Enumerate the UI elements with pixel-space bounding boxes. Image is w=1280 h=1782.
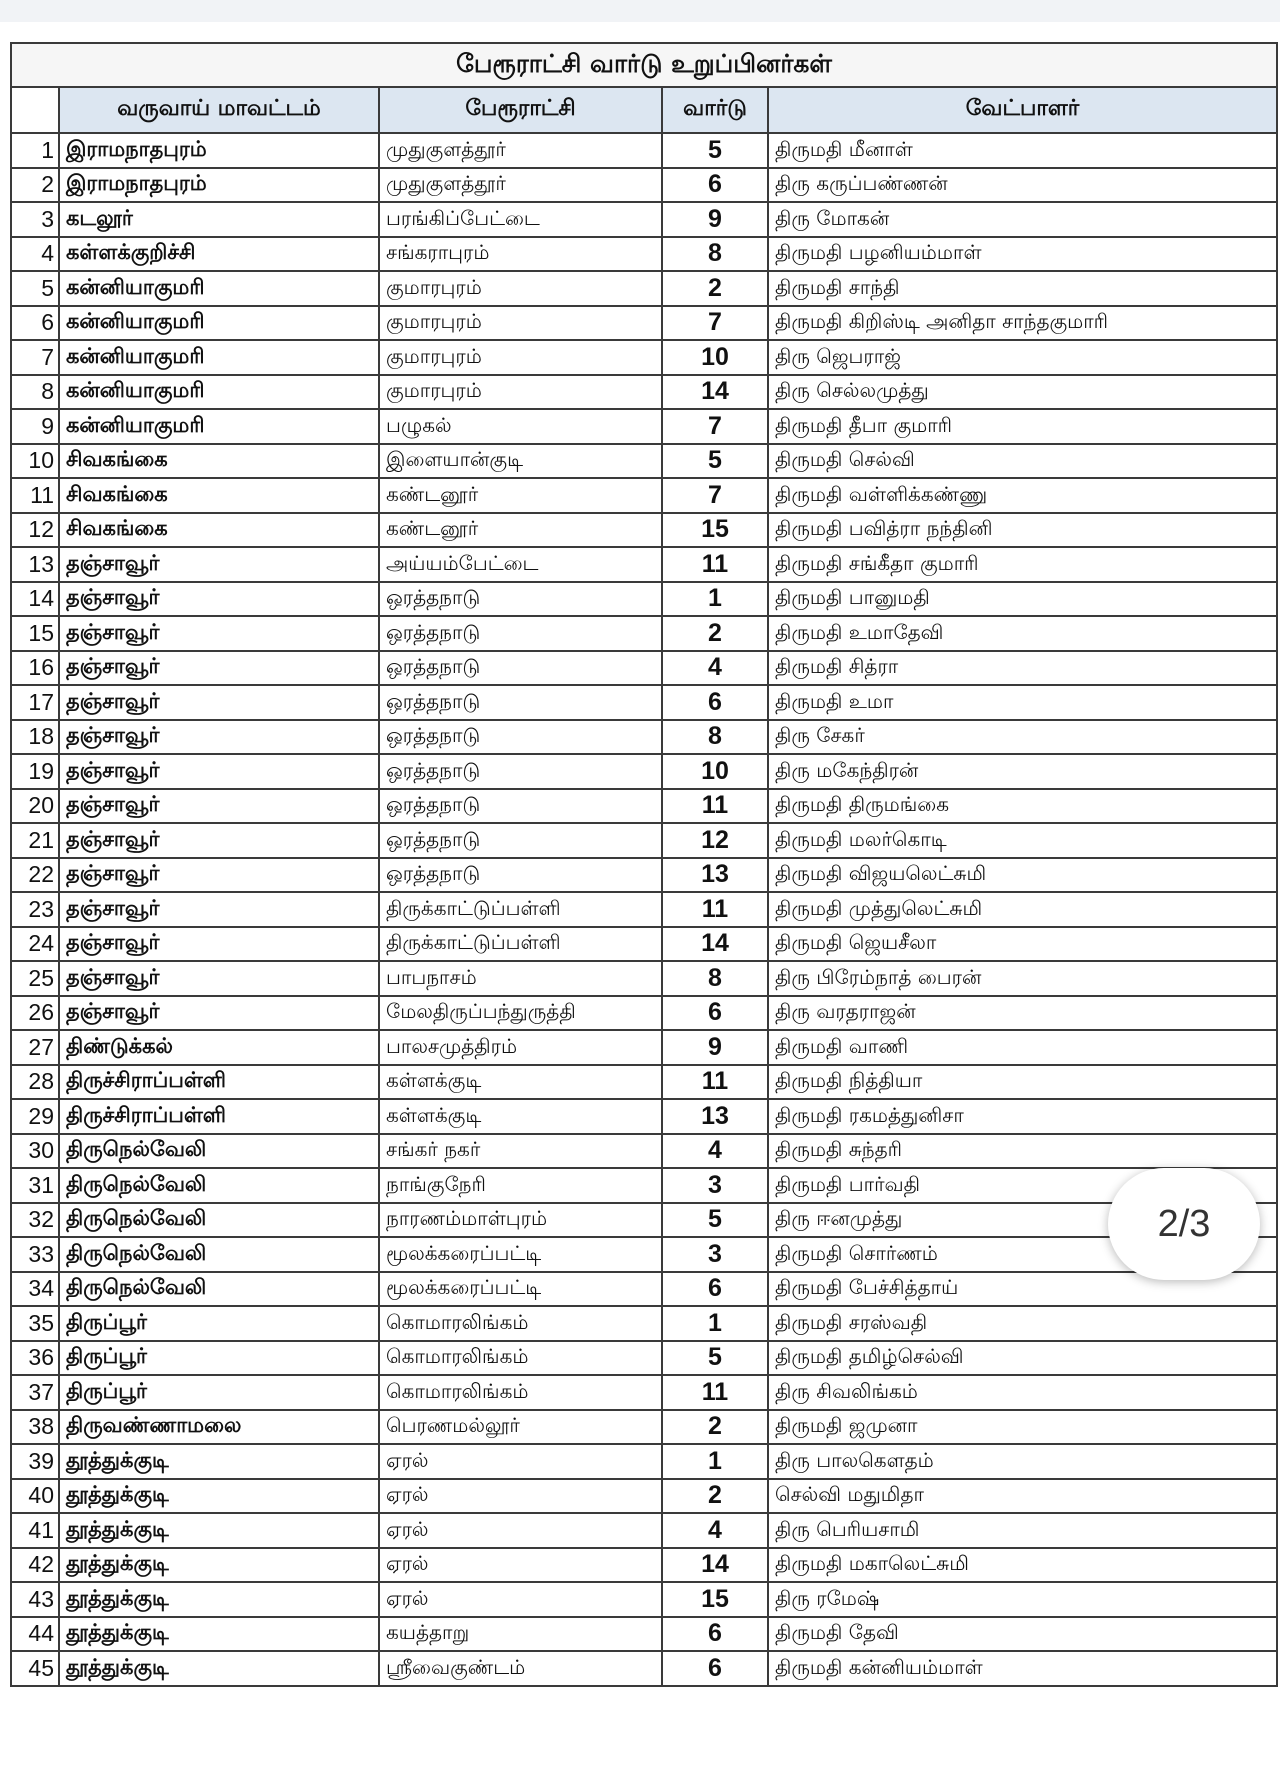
row-town-panchayat: ஒரத்தநாடு (379, 651, 662, 686)
row-district: தூத்துக்குடி (59, 1444, 379, 1479)
row-ward: 7 (662, 478, 768, 513)
row-ward: 8 (662, 720, 768, 755)
table-row (11, 202, 1277, 237)
row-ward: 14 (662, 1548, 768, 1583)
table-row (11, 1651, 1277, 1686)
table-row (11, 1548, 1277, 1583)
row-town-panchayat: நாங்குநேரி (379, 1168, 662, 1203)
row-district: கன்னியாகுமரி (59, 409, 379, 444)
table-row (11, 1237, 1277, 1272)
row-sno: 14 (11, 582, 59, 617)
row-candidate: திருமதி ஜெயசீலா (768, 927, 1277, 962)
row-district: திருநெல்வேலி (59, 1203, 379, 1238)
row-town-panchayat: கள்ளக்குடி (379, 1065, 662, 1100)
row-district: திருச்சிராப்பள்ளி (59, 1099, 379, 1134)
row-ward: 13 (662, 858, 768, 893)
row-candidate: திருமதி உமா (768, 685, 1277, 720)
row-sno: 10 (11, 444, 59, 479)
row-town-panchayat: ஏரல் (379, 1582, 662, 1617)
header-town-panchayat: பேரூராட்சி (379, 87, 662, 133)
row-sno: 12 (11, 513, 59, 548)
row-district: தூத்துக்குடி (59, 1582, 379, 1617)
row-candidate: திரு மோகன் (768, 202, 1277, 237)
table-row (11, 409, 1277, 444)
header-candidate: வேட்பாளர் (768, 87, 1277, 133)
row-ward: 11 (662, 547, 768, 582)
row-candidate: திருமதி வாணி (768, 1030, 1277, 1065)
row-sno: 45 (11, 1651, 59, 1686)
row-town-panchayat: பாபநாசம் (379, 961, 662, 996)
row-sno: 42 (11, 1548, 59, 1583)
row-sno: 15 (11, 616, 59, 651)
row-district: தூத்துக்குடி (59, 1513, 379, 1548)
row-ward: 2 (662, 616, 768, 651)
row-district: தஞ்சாவூர் (59, 858, 379, 893)
row-candidate: திரு ரமேஷ் (768, 1582, 1277, 1617)
row-candidate: திருமதி கிறிஸ்டி அனிதா சாந்தகுமாரி (768, 306, 1277, 341)
row-sno: 8 (11, 375, 59, 410)
row-ward: 15 (662, 513, 768, 548)
table-row (11, 651, 1277, 686)
table-row (11, 1444, 1277, 1479)
row-ward: 2 (662, 271, 768, 306)
row-sno: 24 (11, 927, 59, 962)
table-row (11, 1099, 1277, 1134)
table-row (11, 927, 1277, 962)
row-district: திண்டுக்கல் (59, 1030, 379, 1065)
row-ward: 15 (662, 1582, 768, 1617)
row-ward: 6 (662, 1272, 768, 1307)
row-sno: 30 (11, 1134, 59, 1169)
row-candidate: திரு சிவலிங்கம் (768, 1375, 1277, 1410)
row-candidate: திருமதி சுந்தரி (768, 1134, 1277, 1169)
row-sno: 44 (11, 1617, 59, 1652)
ward-members-table (10, 42, 1278, 1687)
row-district: கடலூர் (59, 202, 379, 237)
row-candidate: திருமதி திருமங்கை (768, 789, 1277, 824)
row-ward: 1 (662, 1444, 768, 1479)
row-district: தூத்துக்குடி (59, 1651, 379, 1686)
row-district: திருப்பூர் (59, 1375, 379, 1410)
row-ward: 14 (662, 375, 768, 410)
row-candidate: திரு மகேந்திரன் (768, 754, 1277, 789)
table-row (11, 133, 1277, 168)
table-row (11, 1203, 1277, 1238)
row-town-panchayat: கண்டனூர் (379, 478, 662, 513)
row-town-panchayat: மூலக்கரைப்பட்டி (379, 1237, 662, 1272)
row-district: திருச்சிராப்பள்ளி (59, 1065, 379, 1100)
row-candidate: திருமதி தீபா குமாரி (768, 409, 1277, 444)
table-row (11, 1030, 1277, 1065)
row-sno: 4 (11, 237, 59, 272)
row-ward: 4 (662, 1513, 768, 1548)
table-row (11, 444, 1277, 479)
table-row (11, 858, 1277, 893)
row-sno: 33 (11, 1237, 59, 1272)
row-sno: 20 (11, 789, 59, 824)
row-candidate: திரு பிரேம்நாத் பைரன் (768, 961, 1277, 996)
row-ward: 9 (662, 202, 768, 237)
table-row (11, 616, 1277, 651)
row-ward: 3 (662, 1237, 768, 1272)
table-row (11, 1065, 1277, 1100)
row-town-panchayat: ஸ்ரீவைகுண்டம் (379, 1651, 662, 1686)
table-row (11, 1513, 1277, 1548)
row-sno: 31 (11, 1168, 59, 1203)
table-row (11, 271, 1277, 306)
table-row (11, 1582, 1277, 1617)
row-sno: 25 (11, 961, 59, 996)
row-candidate: திரு செல்லமுத்து (768, 375, 1277, 410)
row-candidate: திருமதி சொர்ணம் (768, 1237, 1277, 1272)
row-sno: 9 (11, 409, 59, 444)
table-row (11, 340, 1277, 375)
row-sno: 6 (11, 306, 59, 341)
row-town-panchayat: பரங்கிப்பேட்டை (379, 202, 662, 237)
row-district: திருநெல்வேலி (59, 1237, 379, 1272)
row-ward: 6 (662, 168, 768, 203)
row-district: கன்னியாகுமரி (59, 375, 379, 410)
row-ward: 5 (662, 133, 768, 168)
row-candidate: திருமதி பார்வதி (768, 1168, 1277, 1203)
table-row (11, 892, 1277, 927)
row-town-panchayat: குமாரபுரம் (379, 340, 662, 375)
row-candidate: திருமதி பவித்ரா நந்தினி (768, 513, 1277, 548)
row-ward: 2 (662, 1410, 768, 1445)
row-ward: 11 (662, 789, 768, 824)
header-row (11, 87, 1277, 133)
row-sno: 38 (11, 1410, 59, 1445)
row-district: தஞ்சாவூர் (59, 616, 379, 651)
row-candidate: திரு ஜெபராஜ் (768, 340, 1277, 375)
row-town-panchayat: ஏரல் (379, 1444, 662, 1479)
row-sno: 36 (11, 1341, 59, 1376)
row-district: கன்னியாகுமரி (59, 340, 379, 375)
row-ward: 1 (662, 1306, 768, 1341)
row-district: கன்னியாகுமரி (59, 306, 379, 341)
top-strip (0, 0, 1280, 22)
row-district: தஞ்சாவூர் (59, 547, 379, 582)
row-district: தஞ்சாவூர் (59, 996, 379, 1031)
row-town-panchayat: ஒரத்தநாடு (379, 858, 662, 893)
table-row (11, 1375, 1277, 1410)
table-row (11, 1479, 1277, 1514)
row-town-panchayat: குமாரபுரம் (379, 375, 662, 410)
table-row (11, 478, 1277, 513)
row-town-panchayat: ஒரத்தநாடு (379, 754, 662, 789)
table-row (11, 168, 1277, 203)
row-ward: 13 (662, 1099, 768, 1134)
table-body (11, 133, 1277, 1686)
row-candidate: திருமதி சரஸ்வதி (768, 1306, 1277, 1341)
row-candidate: திருமதி மீனாள் (768, 133, 1277, 168)
row-sno: 26 (11, 996, 59, 1031)
row-candidate: திருமதி தமிழ்செல்வி (768, 1341, 1277, 1376)
row-ward: 14 (662, 927, 768, 962)
row-town-panchayat: ஒரத்தநாடு (379, 789, 662, 824)
row-town-panchayat: ஏரல் (379, 1513, 662, 1548)
row-town-panchayat: கண்டனூர் (379, 513, 662, 548)
row-ward: 12 (662, 823, 768, 858)
table-row (11, 582, 1277, 617)
row-town-panchayat: முதுகுளத்தூர் (379, 168, 662, 203)
row-sno: 18 (11, 720, 59, 755)
row-ward: 4 (662, 1134, 768, 1169)
row-ward: 8 (662, 961, 768, 996)
row-sno: 1 (11, 133, 59, 168)
row-candidate: திருமதி சாந்தி (768, 271, 1277, 306)
row-town-panchayat: திருக்காட்டுப்பள்ளி (379, 927, 662, 962)
row-town-panchayat: திருக்காட்டுப்பள்ளி (379, 892, 662, 927)
table-row (11, 375, 1277, 410)
row-town-panchayat: கள்ளக்குடி (379, 1099, 662, 1134)
row-town-panchayat: அய்யம்பேட்டை (379, 547, 662, 582)
row-sno: 41 (11, 1513, 59, 1548)
row-sno: 43 (11, 1582, 59, 1617)
table-row (11, 513, 1277, 548)
row-candidate: திரு பாலகௌதம் (768, 1444, 1277, 1479)
row-sno: 23 (11, 892, 59, 927)
table-row (11, 1617, 1277, 1652)
row-town-panchayat: இளையான்குடி (379, 444, 662, 479)
row-sno: 7 (11, 340, 59, 375)
row-district: திருநெல்வேலி (59, 1272, 379, 1307)
row-town-panchayat: ஏரல் (379, 1548, 662, 1583)
row-ward: 6 (662, 1617, 768, 1652)
row-ward: 10 (662, 340, 768, 375)
row-candidate: திருமதி நித்தியா (768, 1065, 1277, 1100)
table-row (11, 685, 1277, 720)
row-district: சிவகங்கை (59, 478, 379, 513)
table-row (11, 547, 1277, 582)
row-candidate: செல்வி மதுமிதா (768, 1479, 1277, 1514)
row-ward: 6 (662, 996, 768, 1031)
row-district: தூத்துக்குடி (59, 1479, 379, 1514)
row-district: திருப்பூர் (59, 1341, 379, 1376)
row-town-panchayat: நாரணம்மாள்புரம் (379, 1203, 662, 1238)
row-town-panchayat: முதுகுளத்தூர் (379, 133, 662, 168)
row-candidate: திரு கருப்பண்ணன் (768, 168, 1277, 203)
row-sno: 40 (11, 1479, 59, 1514)
table-row (11, 1168, 1277, 1203)
row-district: இராமநாதபுரம் (59, 168, 379, 203)
row-ward: 1 (662, 582, 768, 617)
row-district: திருநெல்வேலி (59, 1134, 379, 1169)
row-district: தஞ்சாவூர் (59, 651, 379, 686)
row-ward: 5 (662, 444, 768, 479)
row-candidate: திருமதி சித்ரா (768, 651, 1277, 686)
row-sno: 11 (11, 478, 59, 513)
row-candidate: திரு பெரியசாமி (768, 1513, 1277, 1548)
table-row (11, 961, 1277, 996)
row-sno: 39 (11, 1444, 59, 1479)
row-sno: 28 (11, 1065, 59, 1100)
row-town-panchayat: பழுகல் (379, 409, 662, 444)
row-candidate: திருமதி முத்துலெட்சுமி (768, 892, 1277, 927)
row-ward: 8 (662, 237, 768, 272)
row-town-panchayat: சங்கர் நகர் (379, 1134, 662, 1169)
row-sno: 34 (11, 1272, 59, 1307)
row-ward: 5 (662, 1341, 768, 1376)
table-row (11, 720, 1277, 755)
row-ward: 11 (662, 1065, 768, 1100)
row-town-panchayat: ஒரத்தநாடு (379, 720, 662, 755)
row-district: திருநெல்வேலி (59, 1168, 379, 1203)
row-ward: 3 (662, 1168, 768, 1203)
row-sno: 17 (11, 685, 59, 720)
row-town-panchayat: ஏரல் (379, 1479, 662, 1514)
row-candidate: திருமதி பானுமதி (768, 582, 1277, 617)
row-ward: 10 (662, 754, 768, 789)
table-row (11, 823, 1277, 858)
row-district: தஞ்சாவூர் (59, 789, 379, 824)
row-candidate: திருமதி ஜமுனா (768, 1410, 1277, 1445)
row-sno: 21 (11, 823, 59, 858)
row-ward: 11 (662, 1375, 768, 1410)
row-candidate: திரு வரதராஜன் (768, 996, 1277, 1031)
row-district: தஞ்சாவூர் (59, 823, 379, 858)
row-district: தூத்துக்குடி (59, 1617, 379, 1652)
row-candidate: திருமதி கன்னியம்மாள் (768, 1651, 1277, 1686)
row-district: திருவண்ணாமலை (59, 1410, 379, 1445)
row-sno: 37 (11, 1375, 59, 1410)
row-district: இராமநாதபுரம் (59, 133, 379, 168)
row-candidate: திருமதி செல்வி (768, 444, 1277, 479)
table-row (11, 1272, 1277, 1307)
row-sno: 29 (11, 1099, 59, 1134)
row-district: சிவகங்கை (59, 444, 379, 479)
row-candidate: திருமதி மகாலெட்சுமி (768, 1548, 1277, 1583)
row-town-panchayat: கொமாரலிங்கம் (379, 1341, 662, 1376)
header-sno (11, 87, 59, 133)
row-district: தூத்துக்குடி (59, 1548, 379, 1583)
row-candidate: திருமதி மலர்கொடி (768, 823, 1277, 858)
table-row (11, 1341, 1277, 1376)
row-district: தஞ்சாவூர் (59, 961, 379, 996)
page-indicator: 2/3 (1108, 1168, 1260, 1280)
row-sno: 5 (11, 271, 59, 306)
table-row (11, 1306, 1277, 1341)
table-row (11, 996, 1277, 1031)
row-sno: 35 (11, 1306, 59, 1341)
table-row (11, 1410, 1277, 1445)
row-town-panchayat: கயத்தாறு (379, 1617, 662, 1652)
row-sno: 19 (11, 754, 59, 789)
title-row (11, 43, 1277, 87)
row-candidate: திருமதி தேவி (768, 1617, 1277, 1652)
header-ward: வார்டு (662, 87, 768, 133)
row-ward: 6 (662, 685, 768, 720)
table-title: பேரூராட்சி வார்டு உறுப்பினர்கள் (11, 43, 1277, 87)
row-candidate: திருமதி ரகமத்துனிசா (768, 1099, 1277, 1134)
row-district: சிவகங்கை (59, 513, 379, 548)
row-sno: 32 (11, 1203, 59, 1238)
row-sno: 22 (11, 858, 59, 893)
row-candidate: திருமதி சங்கீதா குமாரி (768, 547, 1277, 582)
row-candidate: திருமதி பழனியம்மாள் (768, 237, 1277, 272)
header-district: வருவாய் மாவட்டம் (59, 87, 379, 133)
row-town-panchayat: ஒரத்தநாடு (379, 616, 662, 651)
row-town-panchayat: ஒரத்தநாடு (379, 823, 662, 858)
row-district: தஞ்சாவூர் (59, 720, 379, 755)
row-town-panchayat: பெரணமல்லூர் (379, 1410, 662, 1445)
row-district: தஞ்சாவூர் (59, 685, 379, 720)
row-candidate: திருமதி பேச்சித்தாய் (768, 1272, 1277, 1307)
row-sno: 16 (11, 651, 59, 686)
row-ward: 2 (662, 1479, 768, 1514)
row-ward: 9 (662, 1030, 768, 1065)
table-row (11, 754, 1277, 789)
table-row (11, 306, 1277, 341)
row-town-panchayat: குமாரபுரம் (379, 306, 662, 341)
row-sno: 2 (11, 168, 59, 203)
row-town-panchayat: சங்கராபுரம் (379, 237, 662, 272)
row-candidate: திரு சேகர் (768, 720, 1277, 755)
row-ward: 7 (662, 409, 768, 444)
table-row (11, 789, 1277, 824)
row-ward: 4 (662, 651, 768, 686)
row-sno: 13 (11, 547, 59, 582)
row-district: தஞ்சாவூர் (59, 582, 379, 617)
row-town-panchayat: மேலதிருப்பந்துருத்தி (379, 996, 662, 1031)
row-candidate: திருமதி வள்ளிக்கண்ணு (768, 478, 1277, 513)
row-town-panchayat: பாலசமுத்திரம் (379, 1030, 662, 1065)
row-town-panchayat: ஒரத்தநாடு (379, 582, 662, 617)
row-district: திருப்பூர் (59, 1306, 379, 1341)
row-ward: 7 (662, 306, 768, 341)
ward-members-sheet (10, 42, 1276, 1687)
row-district: கன்னியாகுமரி (59, 271, 379, 306)
row-town-panchayat: கொமாரலிங்கம் (379, 1375, 662, 1410)
row-sno: 27 (11, 1030, 59, 1065)
row-ward: 5 (662, 1203, 768, 1238)
row-district: தஞ்சாவூர் (59, 927, 379, 962)
row-ward: 11 (662, 892, 768, 927)
table-row (11, 237, 1277, 272)
row-town-panchayat: ஒரத்தநாடு (379, 685, 662, 720)
row-ward: 6 (662, 1651, 768, 1686)
row-candidate: திருமதி உமாதேவி (768, 616, 1277, 651)
row-candidate: திருமதி விஜயலெட்சுமி (768, 858, 1277, 893)
row-town-panchayat: கொமாரலிங்கம் (379, 1306, 662, 1341)
row-district: தஞ்சாவூர் (59, 754, 379, 789)
row-sno: 3 (11, 202, 59, 237)
row-candidate: திரு ஈனமுத்து (768, 1203, 1277, 1238)
row-town-panchayat: மூலக்கரைப்பட்டி (379, 1272, 662, 1307)
row-district: தஞ்சாவூர் (59, 892, 379, 927)
row-district: கள்ளக்குறிச்சி (59, 237, 379, 272)
row-town-panchayat: குமாரபுரம் (379, 271, 662, 306)
table-row (11, 1134, 1277, 1169)
